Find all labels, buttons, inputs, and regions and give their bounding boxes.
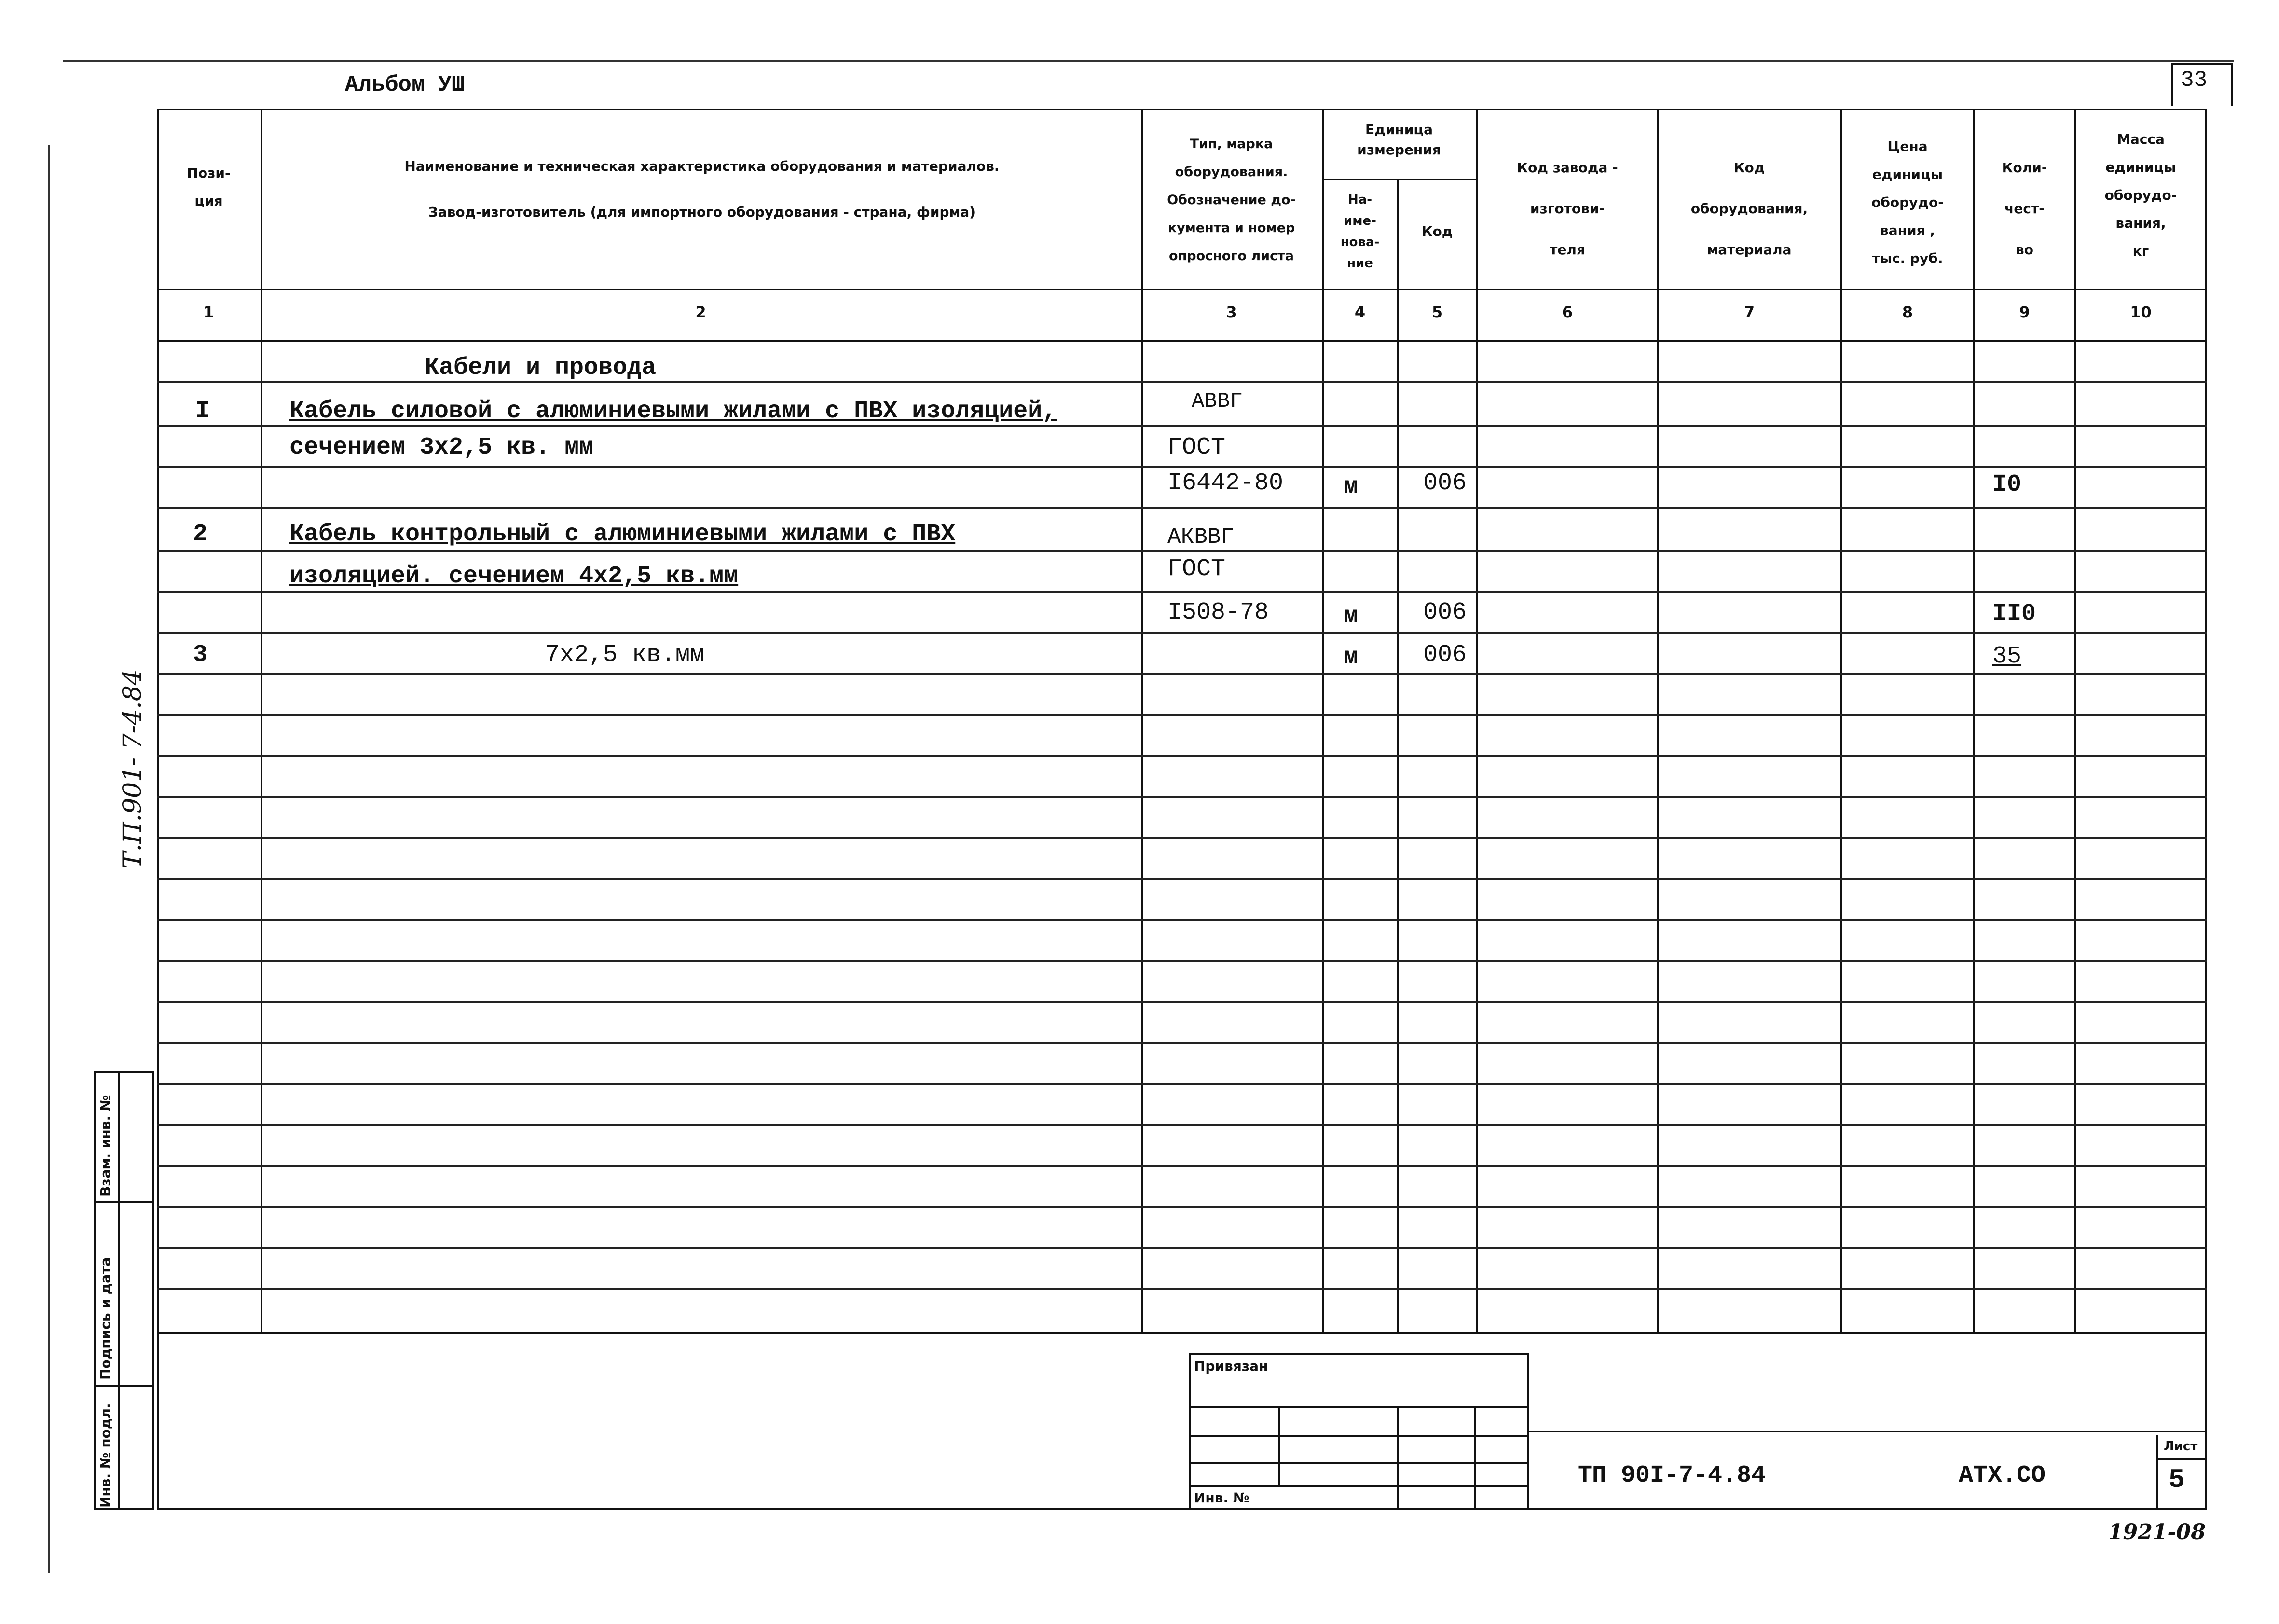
header-unit-code: Код	[1421, 223, 1453, 239]
sheet-label: Лист	[2164, 1439, 2198, 1454]
album-label: Альбом УШ	[345, 72, 465, 97]
col-num-9: 9	[2019, 303, 2030, 321]
row3-type: I6442-80	[1167, 469, 1284, 497]
header-factory-code: Код завода - изготови- теля	[1517, 160, 1618, 258]
page-top-line	[63, 60, 2234, 62]
header-name-line1: Наименование и техническая характеристика оборудования и материалов.	[404, 158, 1000, 174]
col-num-2: 2	[695, 303, 706, 321]
side-field-inv-orig: Инв. № подл.	[97, 1403, 113, 1508]
row6-unit: м	[1344, 603, 1359, 630]
row6-type: I508-78	[1167, 599, 1269, 626]
doc-code: ТП 90I-7-4.84	[1578, 1462, 1766, 1489]
row4-name: Кабель контрольный с алюминиевыми жилами с ПВХ	[289, 521, 956, 548]
col-num-3: 3	[1226, 303, 1237, 321]
col-num-8: 8	[1902, 303, 1913, 321]
side-field-signature-date: Подпись и дата	[97, 1257, 113, 1380]
row4-position: 2	[193, 521, 208, 548]
col-num-5: 5	[1431, 303, 1443, 321]
title-block-top	[1529, 1431, 2207, 1432]
col-num-4: 4	[1354, 303, 1366, 321]
row7-name: 7х2,5 кв.мм	[545, 641, 705, 669]
section-title: Кабели и провода	[425, 354, 657, 382]
row7-code: 006	[1423, 641, 1467, 669]
row4-type: АКВВГ	[1167, 524, 1235, 550]
row3-qty: I0	[1992, 471, 2022, 498]
row3-code: 006	[1423, 469, 1467, 497]
row5-type: ГОСТ	[1167, 555, 1226, 583]
row7-qty: 35	[1992, 643, 2022, 670]
row1-type: АВВГ	[1192, 389, 1243, 413]
row6-qty: II0	[1992, 600, 2036, 628]
corner-number: 33	[2181, 68, 2208, 93]
row6-code: 006	[1423, 599, 1467, 626]
stamp-privyazan: Привязан	[1194, 1358, 1268, 1374]
col-num-7: 7	[1744, 303, 1755, 321]
doc-mark: АТХ.СО	[1959, 1462, 2046, 1489]
row7-position: 3	[193, 641, 208, 669]
header-unit-group: Единица измерения	[1357, 122, 1441, 158]
header-price: Цена единицы оборудо- вания , тыс. руб.	[1871, 138, 1944, 266]
row2-type: ГОСТ	[1167, 434, 1226, 461]
row2-name: сечением 3х2,5 кв. мм	[289, 434, 594, 461]
row1-position: I	[195, 398, 210, 425]
stamp-inv-no: Инв. №	[1194, 1490, 1249, 1506]
header-mass: Масса единицы оборудо- вания, кг	[2104, 131, 2177, 259]
footer-handwritten: 1921-08	[2108, 1520, 2206, 1544]
left-margin-note: Т.П.901- 7-4.84	[118, 669, 147, 868]
row3-unit: м	[1344, 473, 1359, 501]
header-name-line2: Завод-изготовитель (для импортного оборудования - страна, фирма)	[428, 204, 976, 220]
header-type: Тип, марка оборудования. Обозначение до- кумента и номер опросного листа	[1167, 137, 1296, 263]
row5-name: изоляцией. сечением 4х2,5 кв.мм	[289, 563, 739, 590]
header-equipment-code: Код оборудования, материала	[1690, 160, 1808, 258]
col-num-1: 1	[203, 303, 214, 321]
header-quantity: Коли- чест- во	[2002, 160, 2047, 258]
col-num-6: 6	[1562, 303, 1573, 321]
col-num-10: 10	[2130, 303, 2152, 321]
row1-name: Кабель силовой с алюминиевыми жилами с ПВХ изоляцией,	[289, 398, 1057, 425]
header-unit-name: На- име- нова- ние	[1340, 193, 1380, 271]
header-position: Пози- ция	[187, 165, 231, 209]
row7-unit: м	[1344, 644, 1359, 671]
side-field-replaced-inv: Взам. инв. №	[97, 1095, 113, 1197]
page-left-line	[48, 145, 50, 1573]
sheet-number: 5	[2169, 1464, 2185, 1495]
